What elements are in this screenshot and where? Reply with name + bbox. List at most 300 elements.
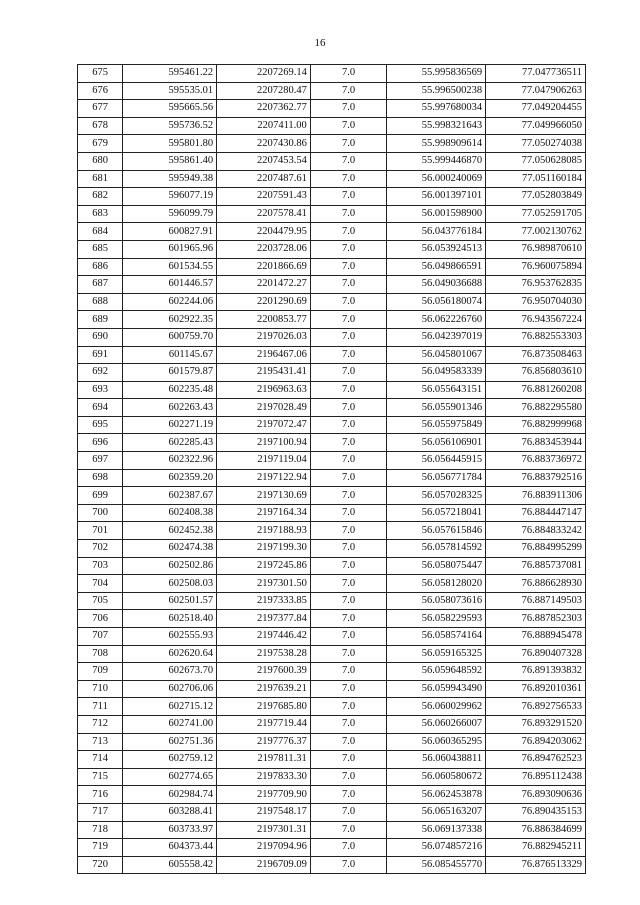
point-number-cell: 706 bbox=[78, 610, 123, 628]
point-number-cell: 682 bbox=[78, 188, 123, 206]
y-coordinate-cell: 2197026.03 bbox=[217, 328, 311, 346]
y-coordinate-cell: 2207453.54 bbox=[217, 152, 311, 170]
longitude-cell: 76.883453944 bbox=[486, 434, 586, 452]
x-coordinate-cell: 602751.36 bbox=[123, 733, 217, 751]
height-cell: 7.0 bbox=[310, 293, 387, 311]
table-row bbox=[78, 786, 586, 804]
table-row bbox=[78, 364, 586, 382]
height-cell: 7.0 bbox=[310, 381, 387, 399]
longitude-cell: 76.895112438 bbox=[486, 768, 586, 786]
point-number-cell: 720 bbox=[78, 856, 123, 874]
latitude-cell: 56.001598900 bbox=[387, 205, 486, 223]
point-number-cell: 685 bbox=[78, 240, 123, 258]
y-coordinate-cell: 2197538.28 bbox=[217, 645, 311, 663]
x-coordinate-cell: 596077.19 bbox=[123, 188, 217, 206]
x-coordinate-cell: 602922.35 bbox=[123, 311, 217, 329]
x-coordinate-cell: 602359.20 bbox=[123, 469, 217, 487]
point-number-cell: 718 bbox=[78, 821, 123, 839]
longitude-cell: 77.049204455 bbox=[486, 100, 586, 118]
y-coordinate-cell: 2196709.09 bbox=[217, 856, 311, 874]
y-coordinate-cell: 2197446.42 bbox=[217, 628, 311, 646]
y-coordinate-cell: 2197377.84 bbox=[217, 610, 311, 628]
x-coordinate-cell: 603733.97 bbox=[123, 821, 217, 839]
x-coordinate-cell: 602285.43 bbox=[123, 434, 217, 452]
latitude-cell: 56.042397019 bbox=[387, 328, 486, 346]
latitude-cell: 56.057814592 bbox=[387, 540, 486, 558]
latitude-cell: 56.049583339 bbox=[387, 364, 486, 382]
x-coordinate-cell: 601965.96 bbox=[123, 240, 217, 258]
height-cell: 7.0 bbox=[310, 540, 387, 558]
x-coordinate-cell: 602508.03 bbox=[123, 575, 217, 593]
y-coordinate-cell: 2197072.47 bbox=[217, 416, 311, 434]
y-coordinate-cell: 2197094.96 bbox=[217, 839, 311, 857]
x-coordinate-cell: 602502.86 bbox=[123, 557, 217, 575]
latitude-cell: 56.055643151 bbox=[387, 381, 486, 399]
point-number-cell: 717 bbox=[78, 803, 123, 821]
height-cell: 7.0 bbox=[310, 399, 387, 417]
point-number-cell: 690 bbox=[78, 328, 123, 346]
point-number-cell: 677 bbox=[78, 100, 123, 118]
y-coordinate-cell: 2196963.63 bbox=[217, 381, 311, 399]
y-coordinate-cell: 2197119.04 bbox=[217, 452, 311, 470]
x-coordinate-cell: 602759.12 bbox=[123, 751, 217, 769]
latitude-cell: 55.998909614 bbox=[387, 135, 486, 153]
point-number-cell: 700 bbox=[78, 504, 123, 522]
height-cell: 7.0 bbox=[310, 135, 387, 153]
latitude-cell: 56.069137338 bbox=[387, 821, 486, 839]
table-row bbox=[78, 82, 586, 100]
table-row bbox=[78, 258, 586, 276]
longitude-cell: 76.887149503 bbox=[486, 592, 586, 610]
height-cell: 7.0 bbox=[310, 100, 387, 118]
point-number-cell: 680 bbox=[78, 152, 123, 170]
latitude-cell: 56.057218041 bbox=[387, 504, 486, 522]
longitude-cell: 76.989870610 bbox=[486, 240, 586, 258]
y-coordinate-cell: 2204479.95 bbox=[217, 223, 311, 241]
height-cell: 7.0 bbox=[310, 240, 387, 258]
table-row bbox=[78, 628, 586, 646]
latitude-cell: 56.058075447 bbox=[387, 557, 486, 575]
x-coordinate-cell: 602452.38 bbox=[123, 522, 217, 540]
y-coordinate-cell: 2195431.41 bbox=[217, 364, 311, 382]
x-coordinate-cell: 596099.79 bbox=[123, 205, 217, 223]
point-number-cell: 701 bbox=[78, 522, 123, 540]
table-row bbox=[78, 504, 586, 522]
y-coordinate-cell: 2197685.80 bbox=[217, 698, 311, 716]
height-cell: 7.0 bbox=[310, 364, 387, 382]
x-coordinate-cell: 602408.38 bbox=[123, 504, 217, 522]
y-coordinate-cell: 2197639.21 bbox=[217, 680, 311, 698]
longitude-cell: 77.047906263 bbox=[486, 82, 586, 100]
height-cell: 7.0 bbox=[310, 65, 387, 83]
table-row bbox=[78, 540, 586, 558]
longitude-cell: 76.894762523 bbox=[486, 751, 586, 769]
y-coordinate-cell: 2197709.90 bbox=[217, 786, 311, 804]
longitude-cell: 76.882999968 bbox=[486, 416, 586, 434]
table-row bbox=[78, 399, 586, 417]
point-number-cell: 708 bbox=[78, 645, 123, 663]
x-coordinate-cell: 601446.57 bbox=[123, 276, 217, 294]
table-row bbox=[78, 381, 586, 399]
table-row bbox=[78, 240, 586, 258]
longitude-cell: 77.052591705 bbox=[486, 205, 586, 223]
point-number-cell: 678 bbox=[78, 117, 123, 135]
table-row bbox=[78, 135, 586, 153]
height-cell: 7.0 bbox=[310, 680, 387, 698]
table-row bbox=[78, 416, 586, 434]
longitude-cell: 76.883911306 bbox=[486, 487, 586, 505]
x-coordinate-cell: 602322.96 bbox=[123, 452, 217, 470]
longitude-cell: 76.891393832 bbox=[486, 663, 586, 681]
x-coordinate-cell: 602271.19 bbox=[123, 416, 217, 434]
longitude-cell: 76.884833242 bbox=[486, 522, 586, 540]
height-cell: 7.0 bbox=[310, 311, 387, 329]
longitude-cell: 76.953762835 bbox=[486, 276, 586, 294]
coordinates-table bbox=[77, 64, 586, 874]
table-row bbox=[78, 663, 586, 681]
height-cell: 7.0 bbox=[310, 117, 387, 135]
point-number-cell: 714 bbox=[78, 751, 123, 769]
y-coordinate-cell: 2203728.06 bbox=[217, 240, 311, 258]
x-coordinate-cell: 595461.22 bbox=[123, 65, 217, 83]
x-coordinate-cell: 600759.70 bbox=[123, 328, 217, 346]
longitude-cell: 77.047736511 bbox=[486, 65, 586, 83]
longitude-cell: 77.002130762 bbox=[486, 223, 586, 241]
height-cell: 7.0 bbox=[310, 504, 387, 522]
table-row bbox=[78, 645, 586, 663]
latitude-cell: 56.057028325 bbox=[387, 487, 486, 505]
latitude-cell: 56.049036688 bbox=[387, 276, 486, 294]
point-number-cell: 709 bbox=[78, 663, 123, 681]
table-row bbox=[78, 487, 586, 505]
point-number-cell: 696 bbox=[78, 434, 123, 452]
x-coordinate-cell: 602244.06 bbox=[123, 293, 217, 311]
longitude-cell: 77.051160184 bbox=[486, 170, 586, 188]
point-number-cell: 699 bbox=[78, 487, 123, 505]
page-number: 16 bbox=[314, 37, 326, 49]
coordinates-table-body bbox=[78, 65, 586, 874]
longitude-cell: 76.892756533 bbox=[486, 698, 586, 716]
table-row bbox=[78, 100, 586, 118]
height-cell: 7.0 bbox=[310, 452, 387, 470]
point-number-cell: 691 bbox=[78, 346, 123, 364]
latitude-cell: 56.074857216 bbox=[387, 839, 486, 857]
height-cell: 7.0 bbox=[310, 803, 387, 821]
longitude-cell: 76.884447147 bbox=[486, 504, 586, 522]
latitude-cell: 56.000240069 bbox=[387, 170, 486, 188]
point-number-cell: 681 bbox=[78, 170, 123, 188]
latitude-cell: 55.995836569 bbox=[387, 65, 486, 83]
y-coordinate-cell: 2200853.77 bbox=[217, 311, 311, 329]
point-number-cell: 689 bbox=[78, 311, 123, 329]
height-cell: 7.0 bbox=[310, 751, 387, 769]
table-row bbox=[78, 223, 586, 241]
point-number-cell: 712 bbox=[78, 715, 123, 733]
latitude-cell: 56.085455770 bbox=[387, 856, 486, 874]
x-coordinate-cell: 595535.01 bbox=[123, 82, 217, 100]
longitude-cell: 76.885737081 bbox=[486, 557, 586, 575]
height-cell: 7.0 bbox=[310, 434, 387, 452]
table-row bbox=[78, 346, 586, 364]
table-row bbox=[78, 856, 586, 874]
y-coordinate-cell: 2207591.43 bbox=[217, 188, 311, 206]
x-coordinate-cell: 595801.80 bbox=[123, 135, 217, 153]
height-cell: 7.0 bbox=[310, 416, 387, 434]
longitude-cell: 76.893291520 bbox=[486, 715, 586, 733]
point-number-cell: 707 bbox=[78, 628, 123, 646]
table-row bbox=[78, 610, 586, 628]
point-number-cell: 716 bbox=[78, 786, 123, 804]
point-number-cell: 687 bbox=[78, 276, 123, 294]
y-coordinate-cell: 2197245.86 bbox=[217, 557, 311, 575]
point-number-cell: 711 bbox=[78, 698, 123, 716]
latitude-cell: 55.996500238 bbox=[387, 82, 486, 100]
point-number-cell: 679 bbox=[78, 135, 123, 153]
point-number-cell: 703 bbox=[78, 557, 123, 575]
longitude-cell: 76.876513329 bbox=[486, 856, 586, 874]
height-cell: 7.0 bbox=[310, 557, 387, 575]
y-coordinate-cell: 2197100.94 bbox=[217, 434, 311, 452]
height-cell: 7.0 bbox=[310, 170, 387, 188]
height-cell: 7.0 bbox=[310, 645, 387, 663]
height-cell: 7.0 bbox=[310, 223, 387, 241]
height-cell: 7.0 bbox=[310, 628, 387, 646]
longitude-cell: 77.049966050 bbox=[486, 117, 586, 135]
table-row bbox=[78, 434, 586, 452]
longitude-cell: 77.050274038 bbox=[486, 135, 586, 153]
height-cell: 7.0 bbox=[310, 786, 387, 804]
latitude-cell: 56.058128020 bbox=[387, 575, 486, 593]
height-cell: 7.0 bbox=[310, 856, 387, 874]
latitude-cell: 56.062226760 bbox=[387, 311, 486, 329]
latitude-cell: 56.060438811 bbox=[387, 751, 486, 769]
height-cell: 7.0 bbox=[310, 768, 387, 786]
x-coordinate-cell: 603288.41 bbox=[123, 803, 217, 821]
y-coordinate-cell: 2201472.27 bbox=[217, 276, 311, 294]
x-coordinate-cell: 600827.91 bbox=[123, 223, 217, 241]
table-row bbox=[78, 452, 586, 470]
longitude-cell: 76.883736972 bbox=[486, 452, 586, 470]
height-cell: 7.0 bbox=[310, 821, 387, 839]
table-row bbox=[78, 152, 586, 170]
latitude-cell: 56.045801067 bbox=[387, 346, 486, 364]
longitude-cell: 76.892010361 bbox=[486, 680, 586, 698]
table-row bbox=[78, 680, 586, 698]
longitude-cell: 76.856803610 bbox=[486, 364, 586, 382]
latitude-cell: 56.056771784 bbox=[387, 469, 486, 487]
height-cell: 7.0 bbox=[310, 522, 387, 540]
y-coordinate-cell: 2197188.93 bbox=[217, 522, 311, 540]
y-coordinate-cell: 2197199.30 bbox=[217, 540, 311, 558]
table-row bbox=[78, 821, 586, 839]
longitude-cell: 76.882945211 bbox=[486, 839, 586, 857]
longitude-cell: 76.883792516 bbox=[486, 469, 586, 487]
height-cell: 7.0 bbox=[310, 346, 387, 364]
height-cell: 7.0 bbox=[310, 610, 387, 628]
x-coordinate-cell: 595736.52 bbox=[123, 117, 217, 135]
longitude-cell: 76.886384699 bbox=[486, 821, 586, 839]
height-cell: 7.0 bbox=[310, 663, 387, 681]
longitude-cell: 76.890407328 bbox=[486, 645, 586, 663]
table-row bbox=[78, 328, 586, 346]
y-coordinate-cell: 2207269.14 bbox=[217, 65, 311, 83]
table-row bbox=[78, 117, 586, 135]
point-number-cell: 702 bbox=[78, 540, 123, 558]
table-row bbox=[78, 839, 586, 857]
latitude-cell: 56.059165325 bbox=[387, 645, 486, 663]
point-number-cell: 719 bbox=[78, 839, 123, 857]
point-number-cell: 713 bbox=[78, 733, 123, 751]
height-cell: 7.0 bbox=[310, 715, 387, 733]
point-number-cell: 683 bbox=[78, 205, 123, 223]
longitude-cell: 76.884995299 bbox=[486, 540, 586, 558]
longitude-cell: 76.882295580 bbox=[486, 399, 586, 417]
point-number-cell: 697 bbox=[78, 452, 123, 470]
y-coordinate-cell: 2207487.61 bbox=[217, 170, 311, 188]
x-coordinate-cell: 602715.12 bbox=[123, 698, 217, 716]
latitude-cell: 56.062453878 bbox=[387, 786, 486, 804]
y-coordinate-cell: 2197122.94 bbox=[217, 469, 311, 487]
table-row bbox=[78, 575, 586, 593]
y-coordinate-cell: 2207411.00 bbox=[217, 117, 311, 135]
longitude-cell: 76.893090636 bbox=[486, 786, 586, 804]
longitude-cell: 76.887852303 bbox=[486, 610, 586, 628]
y-coordinate-cell: 2197548.17 bbox=[217, 803, 311, 821]
x-coordinate-cell: 602673.70 bbox=[123, 663, 217, 681]
longitude-cell: 76.960075894 bbox=[486, 258, 586, 276]
table-row bbox=[78, 698, 586, 716]
table-row bbox=[78, 803, 586, 821]
table-row bbox=[78, 311, 586, 329]
point-number-cell: 704 bbox=[78, 575, 123, 593]
latitude-cell: 56.058574164 bbox=[387, 628, 486, 646]
y-coordinate-cell: 2201866.69 bbox=[217, 258, 311, 276]
table-row bbox=[78, 65, 586, 83]
latitude-cell: 56.056180074 bbox=[387, 293, 486, 311]
y-coordinate-cell: 2197776.37 bbox=[217, 733, 311, 751]
height-cell: 7.0 bbox=[310, 487, 387, 505]
point-number-cell: 684 bbox=[78, 223, 123, 241]
y-coordinate-cell: 2197028.49 bbox=[217, 399, 311, 417]
point-number-cell: 686 bbox=[78, 258, 123, 276]
x-coordinate-cell: 601145.67 bbox=[123, 346, 217, 364]
x-coordinate-cell: 602706.06 bbox=[123, 680, 217, 698]
point-number-cell: 688 bbox=[78, 293, 123, 311]
height-cell: 7.0 bbox=[310, 839, 387, 857]
longitude-cell: 76.950704030 bbox=[486, 293, 586, 311]
table-row bbox=[78, 170, 586, 188]
longitude-cell: 76.943567224 bbox=[486, 311, 586, 329]
y-coordinate-cell: 2207280.47 bbox=[217, 82, 311, 100]
point-number-cell: 698 bbox=[78, 469, 123, 487]
y-coordinate-cell: 2207430.86 bbox=[217, 135, 311, 153]
height-cell: 7.0 bbox=[310, 592, 387, 610]
latitude-cell: 55.999446870 bbox=[387, 152, 486, 170]
x-coordinate-cell: 602774.65 bbox=[123, 768, 217, 786]
latitude-cell: 56.043776184 bbox=[387, 223, 486, 241]
longitude-cell: 76.873508463 bbox=[486, 346, 586, 364]
point-number-cell: 693 bbox=[78, 381, 123, 399]
x-coordinate-cell: 602235.48 bbox=[123, 381, 217, 399]
longitude-cell: 76.881260208 bbox=[486, 381, 586, 399]
longitude-cell: 76.890435153 bbox=[486, 803, 586, 821]
height-cell: 7.0 bbox=[310, 205, 387, 223]
latitude-cell: 56.055901346 bbox=[387, 399, 486, 417]
latitude-cell: 56.060266007 bbox=[387, 715, 486, 733]
longitude-cell: 76.894203062 bbox=[486, 733, 586, 751]
table-row bbox=[78, 522, 586, 540]
y-coordinate-cell: 2197333.85 bbox=[217, 592, 311, 610]
y-coordinate-cell: 2197811.31 bbox=[217, 751, 311, 769]
latitude-cell: 55.998321643 bbox=[387, 117, 486, 135]
y-coordinate-cell: 2197719.44 bbox=[217, 715, 311, 733]
x-coordinate-cell: 604373.44 bbox=[123, 839, 217, 857]
latitude-cell: 56.056445915 bbox=[387, 452, 486, 470]
y-coordinate-cell: 2197164.34 bbox=[217, 504, 311, 522]
height-cell: 7.0 bbox=[310, 698, 387, 716]
latitude-cell: 56.058073616 bbox=[387, 592, 486, 610]
table-row bbox=[78, 469, 586, 487]
height-cell: 7.0 bbox=[310, 188, 387, 206]
x-coordinate-cell: 602474.38 bbox=[123, 540, 217, 558]
point-number-cell: 694 bbox=[78, 399, 123, 417]
y-coordinate-cell: 2201290.69 bbox=[217, 293, 311, 311]
y-coordinate-cell: 2196467.06 bbox=[217, 346, 311, 364]
x-coordinate-cell: 595665.56 bbox=[123, 100, 217, 118]
height-cell: 7.0 bbox=[310, 328, 387, 346]
table-row bbox=[78, 276, 586, 294]
latitude-cell: 56.057615846 bbox=[387, 522, 486, 540]
height-cell: 7.0 bbox=[310, 276, 387, 294]
table-row bbox=[78, 188, 586, 206]
latitude-cell: 56.060365295 bbox=[387, 733, 486, 751]
y-coordinate-cell: 2197130.69 bbox=[217, 487, 311, 505]
y-coordinate-cell: 2197301.50 bbox=[217, 575, 311, 593]
longitude-cell: 76.886628930 bbox=[486, 575, 586, 593]
point-number-cell: 715 bbox=[78, 768, 123, 786]
x-coordinate-cell: 602555.93 bbox=[123, 628, 217, 646]
latitude-cell: 56.055975849 bbox=[387, 416, 486, 434]
latitude-cell: 56.049866591 bbox=[387, 258, 486, 276]
x-coordinate-cell: 595949.38 bbox=[123, 170, 217, 188]
latitude-cell: 56.059648592 bbox=[387, 663, 486, 681]
x-coordinate-cell: 602518.40 bbox=[123, 610, 217, 628]
point-number-cell: 695 bbox=[78, 416, 123, 434]
x-coordinate-cell: 605558.42 bbox=[123, 856, 217, 874]
x-coordinate-cell: 602387.67 bbox=[123, 487, 217, 505]
height-cell: 7.0 bbox=[310, 152, 387, 170]
table-row bbox=[78, 557, 586, 575]
longitude-cell: 77.050628085 bbox=[486, 152, 586, 170]
latitude-cell: 56.001397101 bbox=[387, 188, 486, 206]
table-row bbox=[78, 592, 586, 610]
x-coordinate-cell: 595861.40 bbox=[123, 152, 217, 170]
x-coordinate-cell: 602620.64 bbox=[123, 645, 217, 663]
longitude-cell: 76.888945478 bbox=[486, 628, 586, 646]
y-coordinate-cell: 2207362.77 bbox=[217, 100, 311, 118]
table-row bbox=[78, 205, 586, 223]
height-cell: 7.0 bbox=[310, 575, 387, 593]
x-coordinate-cell: 601534.55 bbox=[123, 258, 217, 276]
table-row bbox=[78, 293, 586, 311]
y-coordinate-cell: 2207578.41 bbox=[217, 205, 311, 223]
x-coordinate-cell: 601579.87 bbox=[123, 364, 217, 382]
x-coordinate-cell: 602984.74 bbox=[123, 786, 217, 804]
latitude-cell: 56.053924513 bbox=[387, 240, 486, 258]
point-number-cell: 692 bbox=[78, 364, 123, 382]
latitude-cell: 56.059943490 bbox=[387, 680, 486, 698]
point-number-cell: 710 bbox=[78, 680, 123, 698]
